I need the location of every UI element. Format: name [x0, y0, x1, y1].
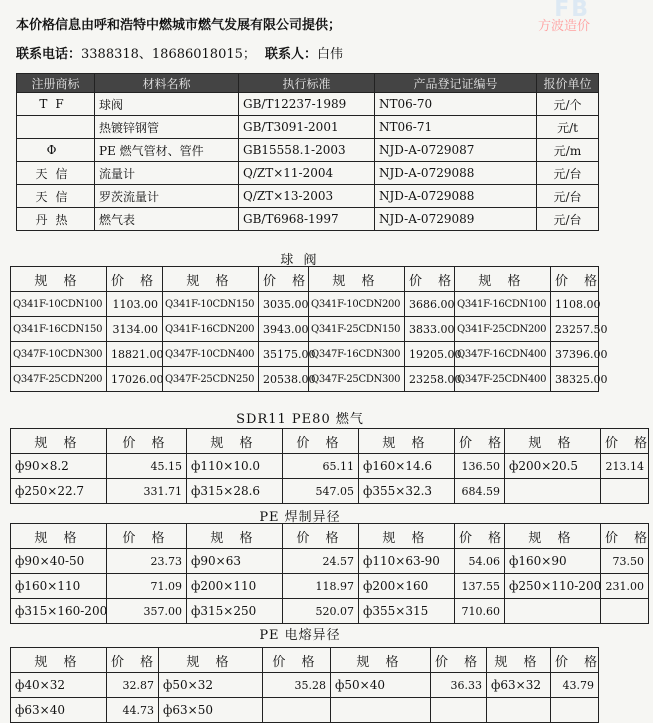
unit-cell: 元/个	[537, 93, 599, 116]
header-spec: 规 格	[11, 267, 107, 292]
watermark-text: 方波造价	[537, 19, 590, 34]
brand-cell: Φ	[17, 139, 95, 162]
price-cell: 710.60	[455, 599, 505, 624]
registration-row	[17, 208, 599, 231]
price-cell: 136.50	[455, 454, 505, 479]
pe-reducer-table	[10, 523, 653, 624]
header-spec: 规 格	[309, 267, 405, 292]
standard-cell: GB15558.1-2003	[239, 139, 375, 162]
spec-cell	[487, 698, 551, 723]
spec-cell: Q347F-16CDN300	[309, 342, 405, 367]
section-title-pe-reducer: PE 焊制异径	[259, 510, 341, 525]
header-price: 价 格	[455, 524, 505, 549]
price-cell: 3943.00	[259, 317, 309, 342]
price-cell: 24.57	[283, 549, 359, 574]
price-cell: 118.97	[283, 574, 359, 599]
material-cell: 燃气表	[95, 208, 239, 231]
brand-cell: TF	[17, 93, 95, 116]
registration-row	[17, 162, 599, 185]
brand-cell: 天信	[17, 185, 95, 208]
spec-cell: ф250×22.7	[11, 479, 107, 504]
code-cell: NJD-A-0729087	[375, 139, 537, 162]
spec-cell: Q341F-16CDN100	[455, 292, 551, 317]
price-cell: 1108.00	[551, 292, 599, 317]
price-cell: 45.15	[107, 454, 187, 479]
price-row	[11, 574, 649, 599]
source-statement: 本价格信息由呼和浩特中燃城市燃气发展有限公司提供；	[16, 18, 342, 33]
contact-line	[16, 43, 343, 62]
header-spec: 规 格	[11, 648, 107, 673]
spec-cell: ф160×90	[505, 549, 601, 574]
header-price: 价 格	[107, 429, 187, 454]
pe-electrofusion-table	[10, 647, 604, 723]
spec-cell: ф90×40-50	[11, 549, 107, 574]
watermark-logo-icon: FB	[554, 0, 590, 22]
spec-cell: Q341F-10CDN100	[11, 292, 107, 317]
registration-row	[17, 185, 599, 208]
price-cell: 36.33	[431, 673, 487, 698]
price-cell: 23258.00	[405, 367, 455, 392]
spec-cell: ф250×110-200	[505, 574, 601, 599]
price-cell: 357.00	[107, 599, 187, 624]
standard-cell: GB/T6968-1997	[239, 208, 375, 231]
price-cell: 37396.00	[551, 342, 599, 367]
material-cell: 热镀锌钢管	[95, 116, 239, 139]
spec-cell: ф315×28.6	[187, 479, 283, 504]
header-price: 价 格	[107, 267, 163, 292]
price-cell: 65.11	[283, 454, 359, 479]
material-cell: 球阀	[95, 93, 239, 116]
spec-cell: Q347F-25CDN300	[309, 367, 405, 392]
registration-row	[17, 139, 599, 162]
price-cell: 35.28	[263, 673, 331, 698]
spec-cell: Q341F-16CDN150	[11, 317, 107, 342]
header-unit: 报价单位	[537, 74, 599, 93]
section-title-ball-valve: 球 阀	[280, 253, 320, 268]
header-spec: 规 格	[455, 267, 551, 292]
price-cell	[551, 698, 599, 723]
price-cell: 54.06	[455, 549, 505, 574]
header-price: 价 格	[551, 267, 599, 292]
header-price: 价 格	[259, 267, 309, 292]
standard-cell: GB/T3091-2001	[239, 116, 375, 139]
header-spec: 规 格	[11, 524, 107, 549]
spec-cell: ф110×10.0	[187, 454, 283, 479]
header-price: 价 格	[601, 429, 649, 454]
header-price: 价 格	[283, 429, 359, 454]
spec-cell: ф63×32	[487, 673, 551, 698]
price-cell: 71.09	[107, 574, 187, 599]
price-cell: 38325.00	[551, 367, 599, 392]
price-cell	[431, 698, 487, 723]
spec-cell: ф50×32	[159, 673, 263, 698]
spec-cell	[505, 479, 601, 504]
price-cell: 3833.00	[405, 317, 455, 342]
spec-cell	[505, 599, 601, 624]
price-cell: 32.87	[107, 673, 159, 698]
code-cell: NJD-A-0729089	[375, 208, 537, 231]
price-cell: 520.07	[283, 599, 359, 624]
price-cell: 684.59	[455, 479, 505, 504]
header-spec: 规 格	[359, 429, 455, 454]
spec-cell: Q347F-25CDN250	[163, 367, 259, 392]
spec-cell: ф355×315	[359, 599, 455, 624]
registration-header-row	[17, 74, 599, 93]
spec-cell: ф63×40	[11, 698, 107, 723]
unit-cell: 元/台	[537, 162, 599, 185]
ball-valve-table	[10, 266, 608, 392]
registration-row	[17, 93, 599, 116]
price-cell: 23257.50	[551, 317, 599, 342]
price-cell: 18821.00	[107, 342, 163, 367]
brand-cell: 天信	[17, 162, 95, 185]
code-cell: NJD-A-0729088	[375, 185, 537, 208]
header-registration-code: 产品登记证编号	[375, 74, 537, 93]
spec-cell: Q347F-25CDN400	[455, 367, 551, 392]
price-row	[11, 698, 599, 723]
price-cell: 43.79	[551, 673, 599, 698]
contact-phones: 3388318、18686018015；	[81, 47, 256, 62]
price-cell: 19205.00	[405, 342, 455, 367]
header-material: 材料名称	[95, 74, 239, 93]
sdr11-table	[10, 428, 653, 504]
header-price: 价 格	[263, 648, 331, 673]
price-cell: 213.14	[601, 454, 649, 479]
unit-cell: 元/台	[537, 185, 599, 208]
header-spec: 规 格	[11, 429, 107, 454]
price-cell: 547.05	[283, 479, 359, 504]
material-cell: 流量计	[95, 162, 239, 185]
spec-cell: Q347F-10CDN400	[163, 342, 259, 367]
contact-person-label: 联系人：	[264, 47, 317, 62]
header-price: 价 格	[405, 267, 455, 292]
header-price: 价 格	[107, 648, 159, 673]
header-spec: 规 格	[505, 429, 601, 454]
price-cell: 23.73	[107, 549, 187, 574]
standard-cell: Q/ZT×11-2004	[239, 162, 375, 185]
price-cell: 73.50	[601, 549, 649, 574]
price-cell: 137.55	[455, 574, 505, 599]
code-cell: NT06-71	[375, 116, 537, 139]
price-cell: 3035.00	[259, 292, 309, 317]
header-brand: 注册商标	[17, 74, 95, 93]
price-row	[11, 317, 599, 342]
spec-cell: ф315×160-200	[11, 599, 107, 624]
header-standard: 执行标准	[239, 74, 375, 93]
registration-table	[16, 73, 599, 231]
spec-cell	[331, 698, 431, 723]
spec-cell: ф110×63-90	[359, 549, 455, 574]
header-spec: 规 格	[359, 524, 455, 549]
spec-cell: Q341F-25CDN200	[455, 317, 551, 342]
spec-cell: ф63×50	[159, 698, 263, 723]
price-row	[11, 454, 649, 479]
price-row	[11, 599, 649, 624]
price-cell: 331.71	[107, 479, 187, 504]
price-cell: 20538.00	[259, 367, 309, 392]
spec-cell: ф160×14.6	[359, 454, 455, 479]
header-price: 价 格	[283, 524, 359, 549]
price-header-row	[11, 524, 649, 549]
header-price: 价 格	[455, 429, 505, 454]
price-row	[11, 673, 599, 698]
spec-cell: ф355×32.3	[359, 479, 455, 504]
contact-person: 白伟	[316, 47, 343, 62]
brand-cell: 丹热	[17, 208, 95, 231]
price-cell	[601, 479, 649, 504]
unit-cell: 元/m	[537, 139, 599, 162]
header-spec: 规 格	[505, 524, 601, 549]
price-header-row	[11, 267, 599, 292]
spec-cell: ф200×160	[359, 574, 455, 599]
price-row	[11, 342, 599, 367]
spec-cell: ф200×20.5	[505, 454, 601, 479]
standard-cell: Q/ZT×13-2003	[239, 185, 375, 208]
header-spec: 规 格	[487, 648, 551, 673]
price-cell: 1103.00	[107, 292, 163, 317]
spec-cell: ф160×110	[11, 574, 107, 599]
brand-cell	[17, 116, 95, 139]
code-cell: NT06-70	[375, 93, 537, 116]
header-price: 价 格	[431, 648, 487, 673]
spec-cell: Q341F-25CDN150	[309, 317, 405, 342]
price-cell: 3686.00	[405, 292, 455, 317]
spec-cell: ф90×8.2	[11, 454, 107, 479]
standard-cell: GB/T12237-1989	[239, 93, 375, 116]
header-spec: 规 格	[187, 524, 283, 549]
contact-phone-label: 联系电话：	[16, 47, 82, 62]
header-price: 价 格	[551, 648, 599, 673]
spec-cell: ф50×40	[331, 673, 431, 698]
header-spec: 规 格	[187, 429, 283, 454]
watermark	[510, 1, 590, 35]
header-price: 价 格	[107, 524, 187, 549]
price-cell: 35175.00	[259, 342, 309, 367]
price-cell: 3134.00	[107, 317, 163, 342]
spec-cell: Q341F-16CDN200	[163, 317, 259, 342]
price-row	[11, 292, 599, 317]
code-cell: NJD-A-0729088	[375, 162, 537, 185]
spec-cell: ф200×110	[187, 574, 283, 599]
header-price: 价 格	[601, 524, 649, 549]
unit-cell: 元/t	[537, 116, 599, 139]
price-cell	[601, 599, 649, 624]
spec-cell: Q341F-10CDN200	[309, 292, 405, 317]
spec-cell: Q347F-25CDN200	[11, 367, 107, 392]
price-row	[11, 479, 649, 504]
price-header-row	[11, 648, 599, 673]
price-row	[11, 549, 649, 574]
price-row	[11, 367, 599, 392]
spec-cell: ф90×63	[187, 549, 283, 574]
material-cell: PE 燃气管材、管件	[95, 139, 239, 162]
header-spec: 规 格	[159, 648, 263, 673]
header-spec: 规 格	[163, 267, 259, 292]
header-spec: 规 格	[331, 648, 431, 673]
spec-cell: ф40×32	[11, 673, 107, 698]
material-cell: 罗茨流量计	[95, 185, 239, 208]
spec-cell: Q347F-10CDN300	[11, 342, 107, 367]
price-cell	[263, 698, 331, 723]
spec-cell: Q347F-16CDN400	[455, 342, 551, 367]
section-title-pe-electrofusion: PE 电熔异径	[259, 628, 341, 643]
registration-row	[17, 116, 599, 139]
price-header-row	[11, 429, 649, 454]
spec-cell: ф315×250	[187, 599, 283, 624]
unit-cell: 元/台	[537, 208, 599, 231]
price-cell: 17026.00	[107, 367, 163, 392]
section-title-sdr11: SDR11 PE80 燃气	[236, 412, 364, 427]
price-cell: 44.73	[107, 698, 159, 723]
spec-cell: Q341F-10CDN150	[163, 292, 259, 317]
price-cell: 231.00	[601, 574, 649, 599]
